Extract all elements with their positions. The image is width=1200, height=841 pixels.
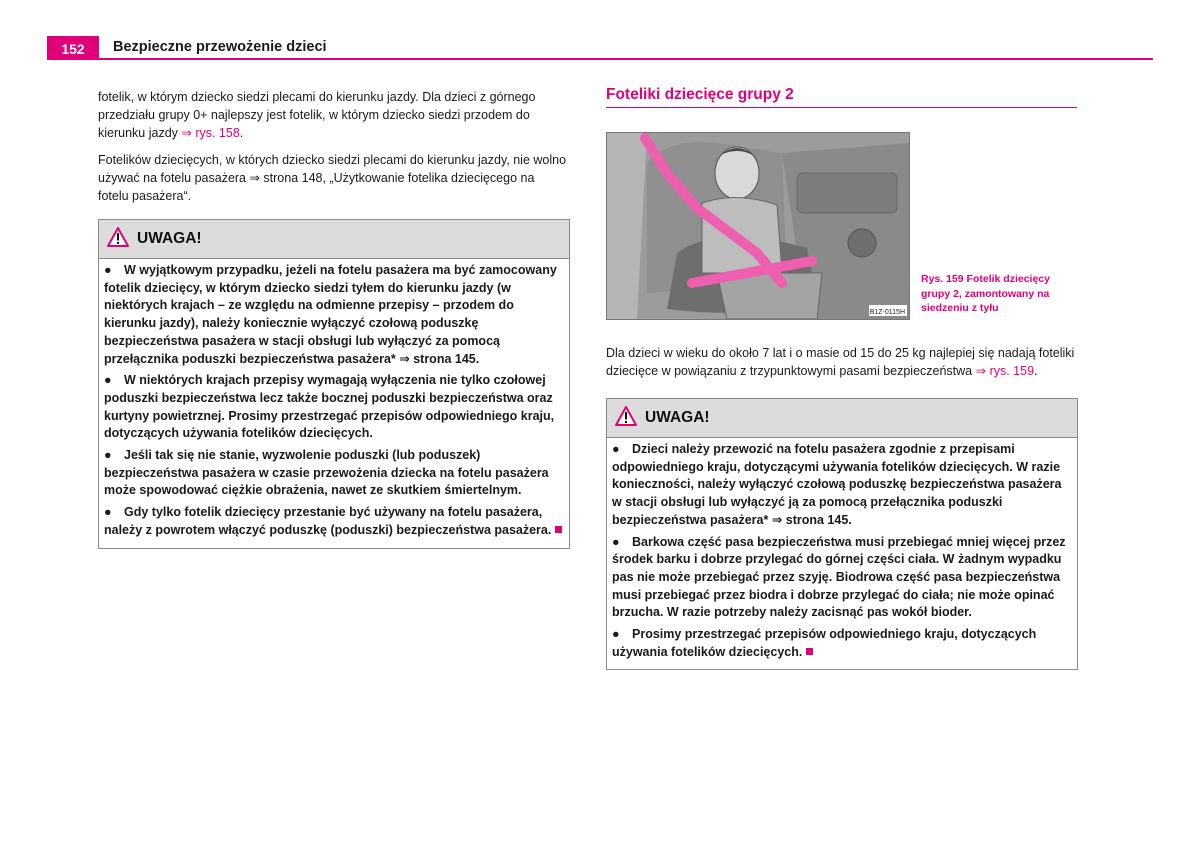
paragraph-group2 xyxy=(606,344,1076,380)
section-title: Foteliki dziecięce grupy 2 xyxy=(606,86,794,103)
warning-title: UWAGA! xyxy=(137,230,202,247)
warning-item-text: Dzieci należy przewozić na fotelu pasażera zgodnie z przepisami odpowiedniego kraju, dotyczącymi używania fotelików dziecięcych. W razie konieczności, należy wyłączyć czołową poduszkę bezpieczeństwa pasażera w stacji obsługi lub wyłączyć ją za pomocą przełącznika poduszki bezpieczeństwa pasażera* ⇒ strona 145. xyxy=(612,442,1062,527)
warning-item: ● W wyjątkowym przypadku, jeżeli na fotelu pasażera ma być zamocowany fotelik dziecięcy, w którym dziecko siedzi tyłem do kierunku jazdy (w niektórych krajach – ze względu na odmienne przepisy – przodem do kierunku jazdy), należy koniecznie wyłączyć czołową poduszkę bezpieczeństwa pasażera w stacji obsługi lub wyłączyć za pomocą przełącznika poduszki bezpieczeństwa pasażera* ⇒ strona 145. xyxy=(104,263,557,366)
paragraph-group2-text: Dla dzieci w wieku do około 7 lat i o masie od 15 do 25 kg najlepiej się nadają foteliki dziecięce w powiązaniu z trzypunktowymi pasami bezpieczeństwa xyxy=(606,346,1075,378)
paragraph-intro-end: . xyxy=(239,126,244,140)
figure-code: B1Z-0115H xyxy=(869,309,905,316)
paragraph-group2-end: . xyxy=(1034,364,1038,378)
warning-item: ● Jeśli tak się nie stanie, wyzwolenie poduszki (lub poduszek) bezpieczeństwa pasażera w czasie przewożenia dziecka na fotelu pasażera może spowodować ciężkie obrażenia, nawet ze skutkiem śmiertelnym. xyxy=(104,448,549,498)
warning-item-text: Gdy tylko fotelik dziecięcy przestanie być używany na fotelu pasażera, należy z powrotem włączyć poduszkę (poduszki) bezpieczeństwa pasażera. xyxy=(104,505,552,537)
page-header xyxy=(47,36,1153,60)
warning-item-text: W wyjątkowym przypadku, jeżeli na fotelu pasażera ma być zamocowany fotelik dziecięcy, w którym dziecko siedzi tyłem do kierunku jazdy (w niektórych krajach – ze względu na odmienne przepisy – przodem do kierunku jazdy), należy koniecznie wyłączyć czołową poduszkę bezpieczeństwa pasażera w stacji obsługi lub wyłączyć za pomocą przełącznika poduszki bezpieczeństwa pasażera* ⇒ strona 145. xyxy=(104,263,557,366)
page-title: Bezpieczne przewożenie dzieci xyxy=(113,39,327,55)
warning-item: ● Barkowa część pasa bezpieczeństwa musi przebiegać mniej więcej przez środek barku i dobrze przylegać do górnej części ciała. W żadnym wypadku pas nie może przebiegać przez szyję. Biodrowa część pasa bezpieczeństwa musi przebiegać przez biodra i dobrze przylegać do ciała; nie może opinać brzucha. W razie potrzeby należy zacisnąć pas wokół bioder. xyxy=(612,534,1066,620)
warning-header xyxy=(99,220,569,259)
warning-item: ● Gdy tylko fotelik dziecięcy przestanie być używany na fotelu pasażera, należy z powrotem włączyć poduszkę (poduszki) bezpieczeństwa pasażera. xyxy=(104,504,564,539)
header-rule xyxy=(99,58,1153,60)
warning-item-text: Prosimy przestrzegać przepisów odpowiedniego kraju, dotyczących używania fotelików dziecięcych. xyxy=(612,627,1037,659)
warning-triangle-icon xyxy=(107,227,129,252)
figure-link-158[interactable]: ⇒ rys. 158 xyxy=(181,126,240,140)
paragraph-intro-text: fotelik, w którym dziecko siedzi plecami do kierunku jazdy. Dla dzieci z górnego przedziału grupy 0+ najlepszy jest fotelik, w którym dziecko siedzi przodem do kierunku jazdy xyxy=(98,90,536,140)
warning-item-text: Barkowa część pasa bezpieczeństwa musi przebiegać mniej więcej przez środek barku i dobrze przylegać do górnej części ciała. W żadnym wypadku pas nie może przebiegać przez szyję. Biodrowa część pasa bezpieczeństwa musi przebiegać przez biodra i dobrze przylegać do ciała; nie może opinać brzucha. W razie potrzeby należy zacisnąć pas wokół bioder. xyxy=(612,534,1066,620)
warning-item: ● W niektórych krajach przepisy wymagają wyłączenia nie tylko czołowej poduszki bezpieczeństwa lecz także bocznej poduszki bezpieczeństwa oraz kurtyny powietrznej. Prosimy przestrzegać przepisów odpowiedniego kraju, dotyczących używania fotelików dziecięcych. xyxy=(104,373,555,441)
warning-body xyxy=(99,259,569,548)
end-square-icon xyxy=(806,648,813,655)
end-square-icon xyxy=(555,526,562,533)
child-seat-illustration xyxy=(607,133,909,319)
paragraph-intro xyxy=(98,88,568,142)
warning-item-text: W niektórych krajach przepisy wymagają wyłączenia nie tylko czołowej poduszki bezpieczeństwa lecz także bocznej poduszki bezpieczeństwa oraz kurtyny powietrznej. Prosimy przestrzegać przepisów odpowiedniego kraju, dotyczących używania fotelików dziecięcych. xyxy=(104,373,555,441)
right-column xyxy=(606,344,1076,389)
paragraph-rear-facing: Fotelików dziecięcych, w których dziecko siedzi plecami do kierunku jazdy, nie wolno używać na fotelu pasażera ⇒ strona 148, „Użytkowanie fotelika dziecięcego na fotelu pasażera“. xyxy=(98,153,567,203)
warning-item-text: Jeśli tak się nie stanie, wyzwolenie poduszki (lub poduszek) bezpieczeństwa pasażera w czasie przewożenia dziecka na fotelu pasażera może spowodować ciężkie obrażenia, nawet ze skutkiem śmiertelnym. xyxy=(104,448,549,498)
warning-box-right xyxy=(606,398,1078,670)
warning-item: ● Prosimy przestrzegać przepisów odpowiedniego kraju, dotyczących używania fotelików dziecięcych. xyxy=(612,627,1037,659)
figure-caption: Rys. 159 Fotelik dziecięcy grupy 2, zamontowany na siedzeniu z tyłu xyxy=(921,273,1050,314)
figure-child-seat xyxy=(606,132,910,320)
warning-item: ● Dzieci należy przewozić na fotelu pasażera zgodnie z przepisami odpowiedniego kraju, dotyczącymi używania fotelików dziecięcych. W razie konieczności, należy wyłączyć czołową poduszkę bezpieczeństwa pasażera w stacji obsługi lub wyłączyć ją za pomocą przełącznika poduszki bezpieczeństwa pasażera* ⇒ strona 145. xyxy=(612,442,1062,527)
section-rule xyxy=(606,107,1077,108)
left-column xyxy=(98,88,568,214)
warning-header xyxy=(607,399,1077,438)
page-number: 152 xyxy=(47,36,99,60)
figure-link-159[interactable]: ⇒ rys. 159 xyxy=(975,364,1035,378)
warning-triangle-icon xyxy=(615,406,637,431)
warning-title: UWAGA! xyxy=(645,409,710,426)
warning-body xyxy=(607,438,1077,669)
warning-box-left xyxy=(98,219,570,549)
